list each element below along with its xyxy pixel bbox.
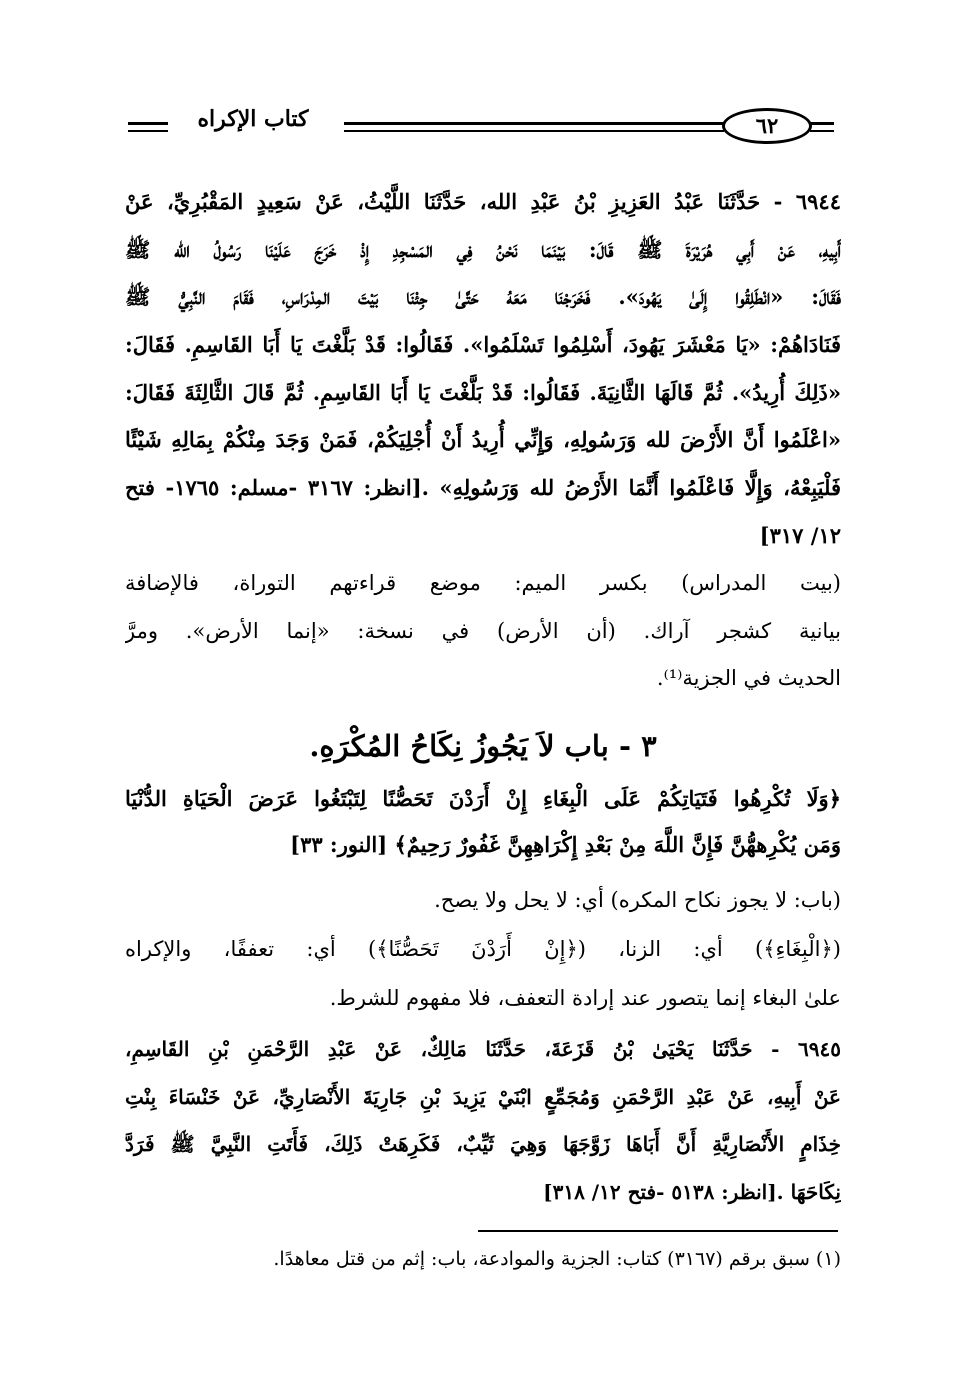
quran-verse xyxy=(125,776,841,868)
header-rule-left-top xyxy=(128,122,168,125)
text-line: فَقَالَ: «انْطَلِقُوا إِلَىٰ يَهُودَ». فَخَرَجْنَا مَعَهُ حَتَّىٰ جِئْنَا بَيْتَ المِدْرَاسِ، فَقَامَ النَّبِيُّ ﷺ xyxy=(125,284,841,310)
hadith-6944 xyxy=(125,178,841,560)
text-line: ٦٩٤٥ - حَدَّثَنَا يَحْيَىٰ بْنُ قَزَعَةَ، حَدَّثَنَا مَالِكٌ، عَنْ عَبْدِ الرَّحْمَنِ بْنِ القَاسِمِ، xyxy=(125,1037,841,1061)
commentary-paragraph xyxy=(125,560,841,703)
text-line: «اعْلَمُوا أَنَّ الأَرْضَ لله وَرَسُولِهِ، وَإِنِّي أُرِيدُ أَنْ أُجْلِيَكُمْ، فَمَنْ وَجَدَ مِنْكُمْ بِمَالِهِ شَيْئًا xyxy=(125,427,841,453)
book-title: كتاب الإكراه xyxy=(197,106,309,132)
header-rule-middle-bottom xyxy=(344,130,724,132)
text-line: علىٰ البغاء إنما يتصور عند إرادة التعفف، فلا مفهوم للشرط. xyxy=(329,986,841,1010)
text-line: ١٢/ ٣١٧] xyxy=(759,522,841,548)
chapter-heading: ٣ - باب لاَ يَجُوزُ نِكَاحُ المُكْرَهِ. xyxy=(309,729,657,763)
text-line: ٦٩٤٤ - حَدَّثَنَا عَبْدُ العَزِيزِ بْنُ عَبْدِ الله، حَدَّثَنَا اللَّيْثُ، عَنْ سَعِيدٍ المَقْبُرِيِّ، عَنْ xyxy=(125,189,841,214)
text-line: عَنْ أَبِيهِ، عَنْ عَبْدِ الرَّحْمَنِ وَمُجَمِّعٍ ابْنَيْ يَزِيدَ بْنِ جَارِيَةَ الأَنْصَارِيِّ، عَنْ خَنْسَاءَ بِنْتِ xyxy=(125,1084,841,1109)
text-line: ﴿وَلَا تُكْرِهُوا فَتَيَاتِكُمْ عَلَى الْبِغَاءِ إِنْ أَرَدْنَ تَحَصُّنًا لِتَبْتَغُوا عَرَضَ الْحَيَاةِ الدُّنْيَا xyxy=(125,786,841,811)
text-line: فَنَادَاهُمْ: «يَا مَعْشَرَ يَهُودَ، أَسْلِمُوا تَسْلَمُوا». فَقَالُوا: قَدْ بَلَّغْتَ يَا أَبَا القَاسِمِ. فَقَالَ: xyxy=(125,332,841,358)
text-line: الحديث في الجزية⁽¹⁾. xyxy=(656,666,841,690)
text-line: (﴿الْبِغَاءِ﴾) أي: الزنا، (﴿إِنْ أَرَدْنَ تَحَصُّنًا﴾) أي: تعففًا، والإكراه xyxy=(125,937,841,961)
header-rule-right-bottom xyxy=(810,130,834,132)
running-header xyxy=(128,100,834,152)
header-rule-right-top xyxy=(810,122,834,125)
chapter-explanation xyxy=(125,876,841,1023)
text-line: بيانية كشجر آراك. (أن الأرض) في نسخة: «إنما الأرض». ومرَّ xyxy=(125,618,841,643)
text-line: وَمَن يُكْرِههُّنَّ فَإِنَّ اللَّهَ مِنْ بَعْدِ إِكْرَاهِهِنَّ غَفُورٌ رَحِيمٌ﴾ [النور: ٣٣] xyxy=(290,832,841,857)
footnote-separator xyxy=(478,1230,838,1232)
text-line: (باب: لا يجوز نكاح المكره) أي: لا يحل ولا يصح. xyxy=(434,888,841,912)
text-line: خِذَامٍ الأَنْصَارِيَّةِ أَنَّ أَبَاهَا زَوَّجَهَا وَهِيَ ثَيِّبٌ، فَكَرِهَتْ ذَلِكَ، فَأَتَتِ النَّبِيَّ ﷺ فَرَدَّ xyxy=(125,1132,841,1156)
text-line: نِكَاحَهَا .[انظر: ٥١٣٨ -فتح ١٢/ ٣١٨] xyxy=(543,1179,841,1204)
text-line: فَلْيَبِعْهُ، وَإِلَّا فَاعْلَمُوا أَنَّمَا الأَرْضُ لله وَرَسُولِهِ» .[انظر: ٣١٦٧ -مسلم: ١٧٦٥- فتح xyxy=(125,475,841,501)
text-line: أَبِيهِ، عَنْ أَبِي هُرَيْرَةَ ﷺ قَالَ: بَيْنَمَا نَحْنُ فِي المَسْجِدِ إِذْ خَرَجَ عَلَيْنَا رَسُولُ الله ﷺ xyxy=(125,236,841,262)
text-line: «ذَلِكَ أُرِيدُ». ثُمَّ قَالَهَا الثَّانِيَةَ. فَقَالُوا: قَدْ بَلَّغْتَ يَا أَبَا القَاسِمِ. ثُمَّ قَالَ الثَّالِثَةَ فَقَالَ: xyxy=(125,379,841,405)
page-number: ٦٢ xyxy=(722,108,812,144)
header-rule-left-bottom xyxy=(128,130,168,132)
text-line: (بيت المدراس) بكسر الميم: موضع قراءتهم التوراة، فالإضافة xyxy=(125,571,841,595)
hadith-6945 xyxy=(125,1026,841,1216)
footnote: (١) سبق برقم (٣١٦٧) كتاب: الجزية والموادعة، باب: إثم من قتل معاهدًا. xyxy=(273,1248,841,1270)
header-rule-middle-top xyxy=(344,122,724,125)
